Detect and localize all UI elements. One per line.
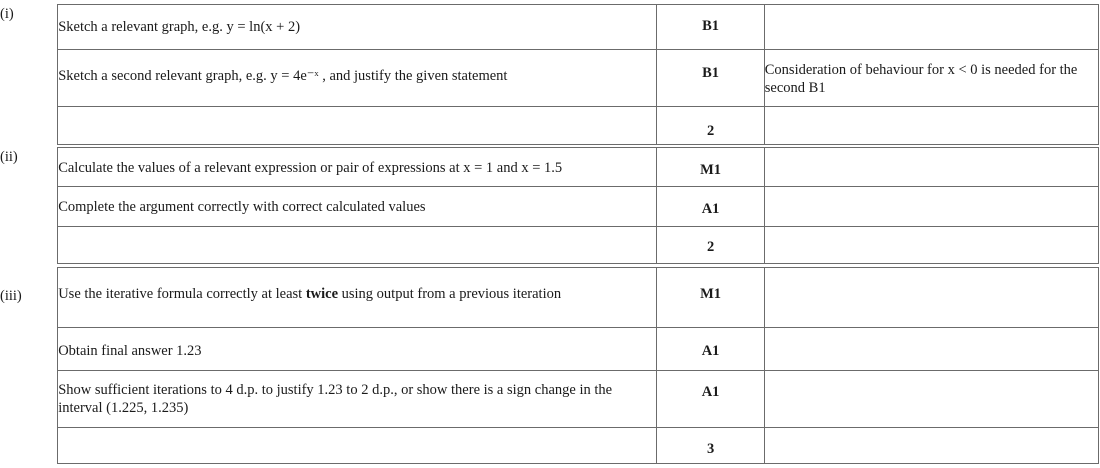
table-row [0, 328, 1099, 371]
step-description [58, 5, 657, 50]
table-row [0, 5, 1099, 50]
emphasis-text: twice [305, 286, 339, 302]
step-text: Show sufficient iterations to 4 d.p. to justify 1.23 to 2 d.p., or show there is a sign change in the interval (1.225, 1.235) [58, 382, 613, 416]
step-description [58, 148, 657, 187]
step-text: Complete the argument correctly with correct calculated values [58, 199, 426, 215]
guidance-cell [764, 371, 1098, 428]
section-i-table [0, 4, 1099, 145]
mark-cell: A1 [657, 187, 764, 227]
mark-cell: M1 [657, 148, 764, 187]
total-mark-cell: 2 [657, 227, 764, 264]
guidance-cell [764, 107, 1098, 145]
step-text: Sketch a relevant graph, e.g. y = ln(x + 2) [58, 19, 301, 35]
guidance-cell [764, 268, 1098, 328]
total-mark-cell: 3 [657, 428, 764, 464]
mark-cell: A1 [657, 371, 764, 428]
step-text: using output from a previous iteration [338, 286, 562, 302]
guidance-cell [764, 227, 1098, 264]
table-row [0, 268, 1099, 328]
mark-cell: B1 [657, 50, 764, 107]
table-row [0, 187, 1099, 227]
guidance-cell [764, 328, 1098, 371]
step-description [58, 227, 657, 264]
guidance-cell [764, 187, 1098, 227]
step-description [58, 371, 657, 428]
step-text: Obtain final answer 1.23 [58, 343, 202, 359]
part-label: (ii) [0, 148, 58, 264]
total-mark-cell: 2 [657, 107, 764, 145]
step-description [58, 187, 657, 227]
table-row [0, 227, 1099, 264]
guidance-cell [764, 5, 1098, 50]
step-description [58, 50, 657, 107]
guidance-cell [764, 148, 1098, 187]
mark-cell: M1 [657, 268, 764, 328]
table-row [0, 107, 1099, 145]
mark-cell: B1 [657, 5, 764, 50]
part-label: (iii) [0, 268, 58, 464]
table-row [0, 428, 1099, 464]
step-description [58, 107, 657, 145]
section-ii-table [0, 147, 1099, 264]
table-row [0, 371, 1099, 428]
guidance-cell: Consideration of behaviour for x < 0 is needed for the second B1 [764, 50, 1098, 107]
section-iii-table [0, 267, 1099, 464]
table-row [0, 50, 1099, 107]
step-description [58, 268, 657, 328]
step-text: Use the iterative formula correctly at least [58, 286, 306, 302]
step-text: Calculate the values of a relevant expression or pair of expressions at x = 1 and x = 1.5 [58, 160, 563, 176]
step-description [58, 328, 657, 371]
step-description [58, 428, 657, 464]
mark-cell: A1 [657, 328, 764, 371]
step-text: Sketch a second relevant graph, e.g. y = 4e⁻ˣ , and justify the given statement [58, 68, 508, 84]
part-label: (i) [0, 5, 58, 145]
table-row [0, 148, 1099, 187]
guidance-cell [764, 428, 1098, 464]
